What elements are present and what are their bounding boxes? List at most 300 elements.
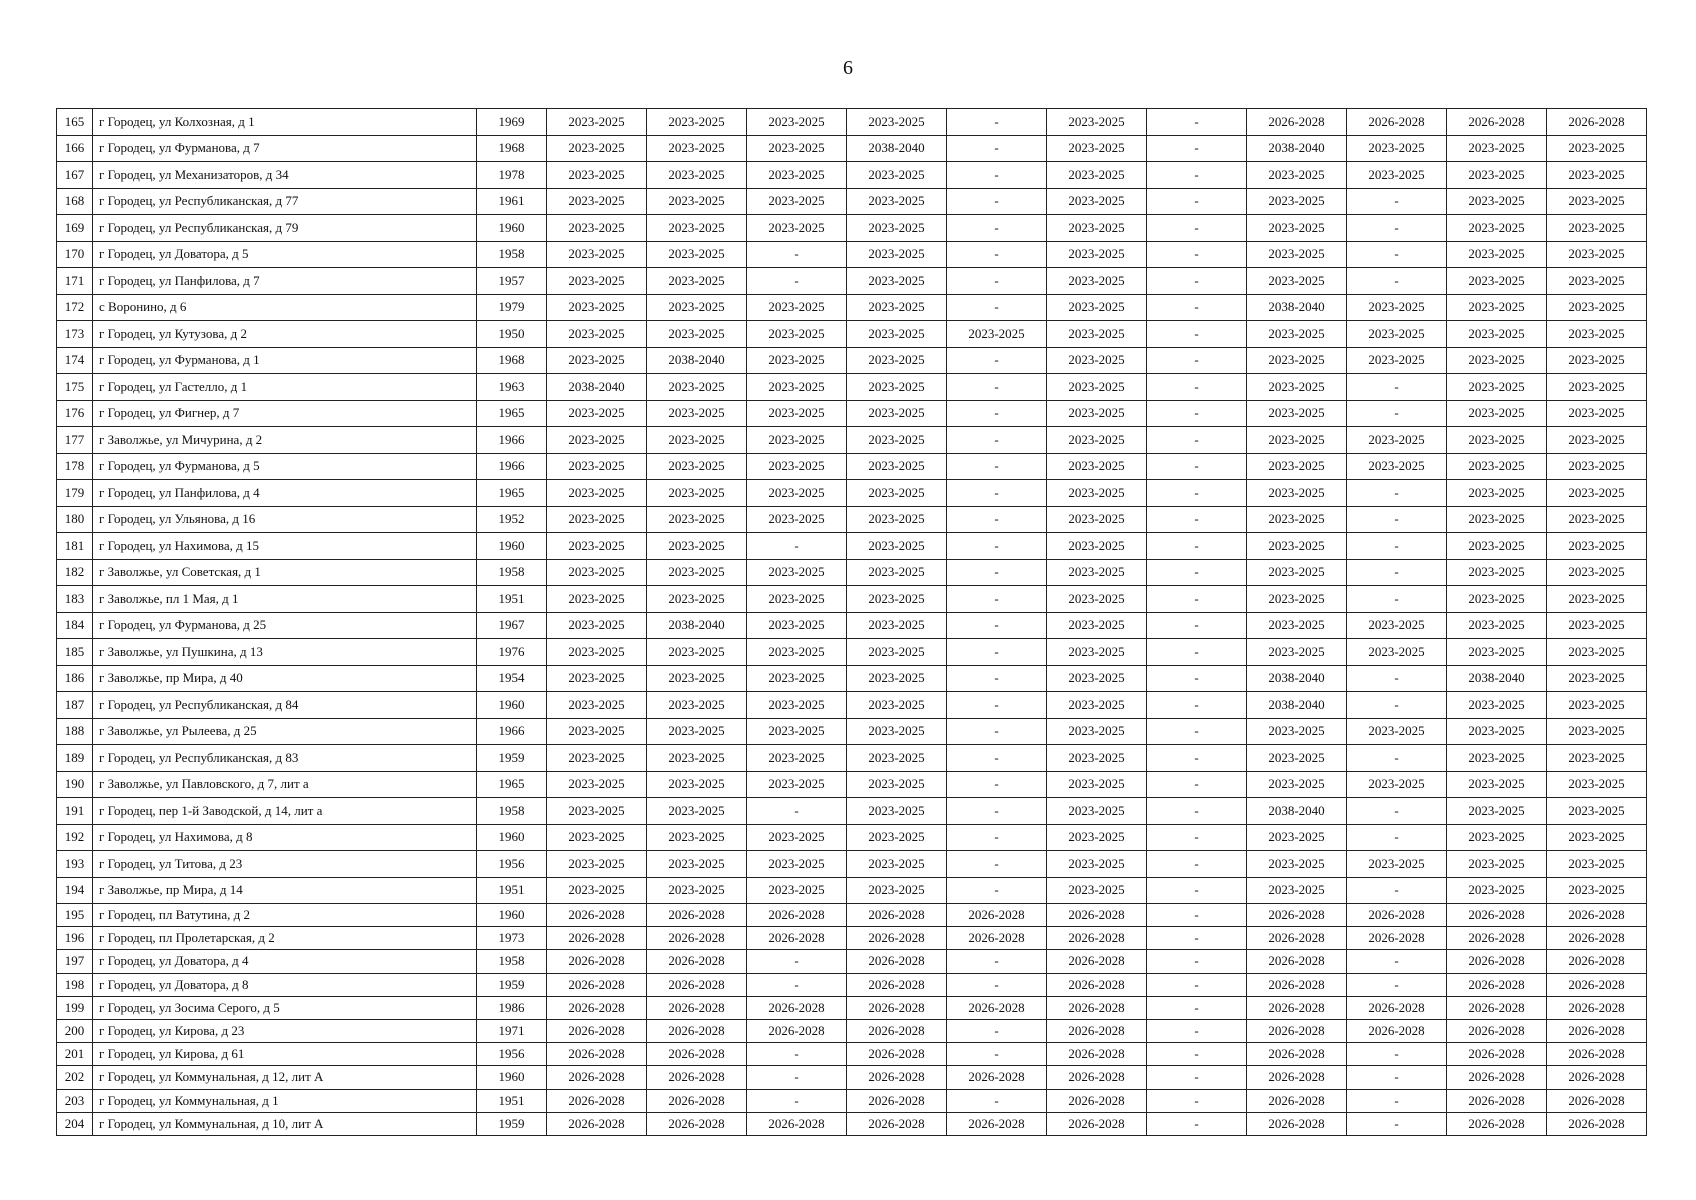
year-built-cell: 1960 — [477, 904, 547, 927]
table-row — [57, 400, 1647, 427]
period-cell-6: 2023-2025 — [1047, 268, 1147, 295]
period-cell-3: 2023-2025 — [747, 294, 847, 321]
period-cell-6: 2026-2028 — [1047, 996, 1147, 1019]
period-cell-7: - — [1147, 1019, 1247, 1042]
row-number-cell: 184 — [57, 612, 93, 639]
row-number-cell: 185 — [57, 639, 93, 666]
period-cell-9: - — [1347, 241, 1447, 268]
row-number-cell: 197 — [57, 950, 93, 973]
period-cell-6: 2023-2025 — [1047, 135, 1147, 162]
address-cell: г Городец, ул Титова, д 23 — [93, 851, 477, 878]
period-cell-4: 2023-2025 — [847, 321, 947, 348]
period-cell-3: 2023-2025 — [747, 453, 847, 480]
year-built-cell: 1961 — [477, 188, 547, 215]
row-number-cell: 188 — [57, 718, 93, 745]
period-cell-7: - — [1147, 927, 1247, 950]
period-cell-8: 2026-2028 — [1247, 1066, 1347, 1089]
table-row — [57, 851, 1647, 878]
period-cell-2: 2026-2028 — [647, 1112, 747, 1135]
period-cell-2: 2023-2025 — [647, 241, 747, 268]
period-cell-10: 2023-2025 — [1447, 612, 1547, 639]
period-cell-10: 2026-2028 — [1447, 973, 1547, 996]
row-number-cell: 203 — [57, 1089, 93, 1112]
period-cell-2: 2023-2025 — [647, 851, 747, 878]
table-row — [57, 374, 1647, 401]
period-cell-3: 2023-2025 — [747, 718, 847, 745]
period-cell-7: - — [1147, 188, 1247, 215]
period-cell-5: - — [947, 1019, 1047, 1042]
period-cell-3: 2026-2028 — [747, 1112, 847, 1135]
period-cell-8: 2023-2025 — [1247, 162, 1347, 189]
period-cell-7: - — [1147, 996, 1247, 1019]
table-row — [57, 162, 1647, 189]
period-cell-6: 2023-2025 — [1047, 374, 1147, 401]
period-cell-8: 2023-2025 — [1247, 268, 1347, 295]
period-cell-9: - — [1347, 268, 1447, 295]
address-cell: г Городец, ул Панфилова, д 7 — [93, 268, 477, 295]
period-cell-4: 2026-2028 — [847, 927, 947, 950]
table-row — [57, 639, 1647, 666]
period-cell-6: 2023-2025 — [1047, 347, 1147, 374]
period-cell-6: 2023-2025 — [1047, 241, 1147, 268]
period-cell-8: 2038-2040 — [1247, 294, 1347, 321]
period-cell-2: 2023-2025 — [647, 109, 747, 136]
period-cell-8: 2023-2025 — [1247, 824, 1347, 851]
table-row — [57, 1089, 1647, 1112]
table-row — [57, 612, 1647, 639]
row-number-cell: 177 — [57, 427, 93, 454]
address-cell: г Заволжье, ул Мичурина, д 2 — [93, 427, 477, 454]
period-cell-2: 2023-2025 — [647, 665, 747, 692]
year-built-cell: 1957 — [477, 268, 547, 295]
period-cell-4: 2023-2025 — [847, 109, 947, 136]
row-number-cell: 189 — [57, 745, 93, 772]
period-cell-5: - — [947, 480, 1047, 507]
period-cell-8: 2023-2025 — [1247, 533, 1347, 560]
period-cell-4: 2023-2025 — [847, 480, 947, 507]
period-cell-11: 2023-2025 — [1547, 745, 1647, 772]
period-cell-2: 2023-2025 — [647, 745, 747, 772]
period-cell-5: 2026-2028 — [947, 904, 1047, 927]
year-built-cell: 1958 — [477, 241, 547, 268]
period-cell-8: 2038-2040 — [1247, 665, 1347, 692]
table-row — [57, 718, 1647, 745]
address-cell: г Городец, ул Фигнер, д 7 — [93, 400, 477, 427]
period-cell-3: 2023-2025 — [747, 586, 847, 613]
period-cell-8: 2026-2028 — [1247, 996, 1347, 1019]
period-cell-10: 2023-2025 — [1447, 374, 1547, 401]
address-cell: г Городец, ул Кутузова, д 2 — [93, 321, 477, 348]
period-cell-5: - — [947, 215, 1047, 242]
period-cell-3: 2023-2025 — [747, 665, 847, 692]
period-cell-4: 2026-2028 — [847, 1019, 947, 1042]
period-cell-5: 2026-2028 — [947, 927, 1047, 950]
period-cell-1: 2023-2025 — [547, 400, 647, 427]
period-cell-8: 2023-2025 — [1247, 745, 1347, 772]
period-cell-3: - — [747, 268, 847, 295]
row-number-cell: 186 — [57, 665, 93, 692]
period-cell-8: 2023-2025 — [1247, 612, 1347, 639]
table-row — [57, 1019, 1647, 1042]
period-cell-11: 2026-2028 — [1547, 996, 1647, 1019]
period-cell-6: 2023-2025 — [1047, 559, 1147, 586]
address-cell: г Городец, ул Коммунальная, д 12, лит А — [93, 1066, 477, 1089]
period-cell-1: 2023-2025 — [547, 745, 647, 772]
period-cell-5: - — [947, 798, 1047, 825]
period-cell-6: 2023-2025 — [1047, 824, 1147, 851]
period-cell-9: 2023-2025 — [1347, 427, 1447, 454]
period-cell-11: 2023-2025 — [1547, 268, 1647, 295]
period-cell-11: 2026-2028 — [1547, 109, 1647, 136]
period-cell-7: - — [1147, 904, 1247, 927]
period-cell-5: - — [947, 374, 1047, 401]
period-cell-1: 2026-2028 — [547, 973, 647, 996]
period-cell-4: 2023-2025 — [847, 506, 947, 533]
address-cell: г Городец, ул Зосима Серого, д 5 — [93, 996, 477, 1019]
year-built-cell: 1966 — [477, 427, 547, 454]
period-cell-8: 2023-2025 — [1247, 718, 1347, 745]
table-row — [57, 824, 1647, 851]
period-cell-3: 2026-2028 — [747, 927, 847, 950]
row-number-cell: 180 — [57, 506, 93, 533]
period-cell-5: - — [947, 453, 1047, 480]
row-number-cell: 166 — [57, 135, 93, 162]
table-row — [57, 973, 1647, 996]
period-cell-9: - — [1347, 1089, 1447, 1112]
year-built-cell: 1971 — [477, 1019, 547, 1042]
period-cell-11: 2026-2028 — [1547, 1089, 1647, 1112]
year-built-cell: 1959 — [477, 745, 547, 772]
row-number-cell: 178 — [57, 453, 93, 480]
row-number-cell: 168 — [57, 188, 93, 215]
year-built-cell: 1951 — [477, 877, 547, 904]
period-cell-5: - — [947, 533, 1047, 560]
period-cell-8: 2038-2040 — [1247, 692, 1347, 719]
table-row — [57, 950, 1647, 973]
period-cell-10: 2023-2025 — [1447, 135, 1547, 162]
period-cell-4: 2023-2025 — [847, 718, 947, 745]
table-row — [57, 771, 1647, 798]
period-cell-11: 2023-2025 — [1547, 506, 1647, 533]
period-cell-7: - — [1147, 1112, 1247, 1135]
period-cell-6: 2023-2025 — [1047, 877, 1147, 904]
period-cell-1: 2038-2040 — [547, 374, 647, 401]
period-cell-8: 2026-2028 — [1247, 1112, 1347, 1135]
year-built-cell: 1967 — [477, 612, 547, 639]
row-number-cell: 194 — [57, 877, 93, 904]
table-row — [57, 996, 1647, 1019]
table-body — [57, 109, 1647, 1136]
period-cell-3: 2023-2025 — [747, 135, 847, 162]
period-cell-10: 2023-2025 — [1447, 268, 1547, 295]
period-cell-8: 2023-2025 — [1247, 241, 1347, 268]
period-cell-7: - — [1147, 506, 1247, 533]
period-cell-4: 2023-2025 — [847, 162, 947, 189]
year-built-cell: 1979 — [477, 294, 547, 321]
period-cell-2: 2038-2040 — [647, 347, 747, 374]
period-cell-9: - — [1347, 692, 1447, 719]
period-cell-11: 2023-2025 — [1547, 241, 1647, 268]
address-cell: г Городец, ул Кирова, д 61 — [93, 1043, 477, 1066]
period-cell-8: 2026-2028 — [1247, 904, 1347, 927]
period-cell-5: 2023-2025 — [947, 321, 1047, 348]
row-number-cell: 192 — [57, 824, 93, 851]
period-cell-10: 2023-2025 — [1447, 162, 1547, 189]
period-cell-3: 2026-2028 — [747, 904, 847, 927]
period-cell-9: 2023-2025 — [1347, 612, 1447, 639]
period-cell-11: 2023-2025 — [1547, 347, 1647, 374]
period-cell-4: 2023-2025 — [847, 374, 947, 401]
period-cell-10: 2023-2025 — [1447, 427, 1547, 454]
period-cell-6: 2023-2025 — [1047, 294, 1147, 321]
period-cell-6: 2023-2025 — [1047, 851, 1147, 878]
period-cell-3: - — [747, 973, 847, 996]
period-cell-5: - — [947, 347, 1047, 374]
period-cell-3: 2023-2025 — [747, 506, 847, 533]
period-cell-4: 2023-2025 — [847, 188, 947, 215]
year-built-cell: 1951 — [477, 586, 547, 613]
period-cell-3: 2026-2028 — [747, 996, 847, 1019]
period-cell-4: 2026-2028 — [847, 973, 947, 996]
period-cell-5: - — [947, 851, 1047, 878]
page-number: 6 — [843, 57, 853, 79]
period-cell-6: 2026-2028 — [1047, 1066, 1147, 1089]
address-cell: г Городец, ул Республиканская, д 79 — [93, 215, 477, 242]
year-built-cell: 1958 — [477, 798, 547, 825]
period-cell-5: - — [947, 665, 1047, 692]
period-cell-6: 2023-2025 — [1047, 400, 1147, 427]
repair-schedule-table — [56, 108, 1647, 1136]
period-cell-6: 2023-2025 — [1047, 480, 1147, 507]
period-cell-6: 2026-2028 — [1047, 927, 1147, 950]
period-cell-11: 2026-2028 — [1547, 973, 1647, 996]
period-cell-7: - — [1147, 718, 1247, 745]
period-cell-1: 2023-2025 — [547, 135, 647, 162]
year-built-cell: 1959 — [477, 1112, 547, 1135]
row-number-cell: 191 — [57, 798, 93, 825]
period-cell-3: 2023-2025 — [747, 639, 847, 666]
year-built-cell: 1965 — [477, 400, 547, 427]
period-cell-11: 2023-2025 — [1547, 665, 1647, 692]
year-built-cell: 1954 — [477, 665, 547, 692]
period-cell-3: 2023-2025 — [747, 851, 847, 878]
period-cell-10: 2026-2028 — [1447, 1112, 1547, 1135]
period-cell-2: 2023-2025 — [647, 188, 747, 215]
year-built-cell: 1956 — [477, 851, 547, 878]
period-cell-4: 2023-2025 — [847, 851, 947, 878]
period-cell-5: - — [947, 506, 1047, 533]
period-cell-6: 2023-2025 — [1047, 453, 1147, 480]
period-cell-3: 2023-2025 — [747, 427, 847, 454]
period-cell-4: 2023-2025 — [847, 559, 947, 586]
period-cell-9: - — [1347, 824, 1447, 851]
period-cell-6: 2023-2025 — [1047, 718, 1147, 745]
period-cell-6: 2026-2028 — [1047, 904, 1147, 927]
address-cell: г Городец, пер 1-й Заводской, д 14, лит а — [93, 798, 477, 825]
period-cell-8: 2023-2025 — [1247, 559, 1347, 586]
period-cell-1: 2023-2025 — [547, 639, 647, 666]
period-cell-7: - — [1147, 347, 1247, 374]
period-cell-7: - — [1147, 692, 1247, 719]
period-cell-5: - — [947, 188, 1047, 215]
period-cell-8: 2023-2025 — [1247, 215, 1347, 242]
period-cell-1: 2026-2028 — [547, 1089, 647, 1112]
period-cell-11: 2023-2025 — [1547, 400, 1647, 427]
period-cell-8: 2023-2025 — [1247, 506, 1347, 533]
period-cell-6: 2023-2025 — [1047, 533, 1147, 560]
row-number-cell: 187 — [57, 692, 93, 719]
period-cell-9: - — [1347, 1112, 1447, 1135]
table-row — [57, 480, 1647, 507]
period-cell-8: 2026-2028 — [1247, 109, 1347, 136]
period-cell-8: 2023-2025 — [1247, 771, 1347, 798]
period-cell-11: 2023-2025 — [1547, 294, 1647, 321]
period-cell-9: - — [1347, 877, 1447, 904]
period-cell-10: 2023-2025 — [1447, 559, 1547, 586]
period-cell-1: 2023-2025 — [547, 321, 647, 348]
row-number-cell: 199 — [57, 996, 93, 1019]
address-cell: г Городец, ул Панфилова, д 4 — [93, 480, 477, 507]
period-cell-5: - — [947, 268, 1047, 295]
address-cell: г Городец, ул Фурманова, д 25 — [93, 612, 477, 639]
period-cell-5: - — [947, 612, 1047, 639]
period-cell-7: - — [1147, 1089, 1247, 1112]
period-cell-10: 2023-2025 — [1447, 294, 1547, 321]
period-cell-1: 2023-2025 — [547, 268, 647, 295]
period-cell-3: - — [747, 1043, 847, 1066]
period-cell-3: 2023-2025 — [747, 692, 847, 719]
period-cell-3: - — [747, 950, 847, 973]
period-cell-9: 2026-2028 — [1347, 109, 1447, 136]
period-cell-11: 2023-2025 — [1547, 824, 1647, 851]
period-cell-2: 2023-2025 — [647, 162, 747, 189]
period-cell-9: 2023-2025 — [1347, 321, 1447, 348]
row-number-cell: 179 — [57, 480, 93, 507]
period-cell-2: 2023-2025 — [647, 506, 747, 533]
period-cell-2: 2023-2025 — [647, 771, 747, 798]
period-cell-2: 2023-2025 — [647, 824, 747, 851]
period-cell-2: 2023-2025 — [647, 321, 747, 348]
period-cell-8: 2023-2025 — [1247, 480, 1347, 507]
period-cell-5: - — [947, 718, 1047, 745]
year-built-cell: 1958 — [477, 559, 547, 586]
period-cell-3: 2023-2025 — [747, 745, 847, 772]
table-row — [57, 692, 1647, 719]
period-cell-7: - — [1147, 268, 1247, 295]
period-cell-2: 2023-2025 — [647, 559, 747, 586]
period-cell-7: - — [1147, 877, 1247, 904]
period-cell-5: - — [947, 400, 1047, 427]
table-row — [57, 1066, 1647, 1089]
period-cell-5: 2026-2028 — [947, 996, 1047, 1019]
period-cell-1: 2023-2025 — [547, 188, 647, 215]
period-cell-6: 2023-2025 — [1047, 639, 1147, 666]
period-cell-2: 2023-2025 — [647, 586, 747, 613]
period-cell-9: - — [1347, 745, 1447, 772]
period-cell-10: 2023-2025 — [1447, 480, 1547, 507]
period-cell-1: 2023-2025 — [547, 771, 647, 798]
address-cell: г Заволжье, пл 1 Мая, д 1 — [93, 586, 477, 613]
period-cell-9: 2023-2025 — [1347, 718, 1447, 745]
period-cell-11: 2023-2025 — [1547, 135, 1647, 162]
period-cell-5: - — [947, 824, 1047, 851]
period-cell-5: 2026-2028 — [947, 1066, 1047, 1089]
year-built-cell: 1966 — [477, 453, 547, 480]
period-cell-8: 2026-2028 — [1247, 1043, 1347, 1066]
period-cell-10: 2023-2025 — [1447, 453, 1547, 480]
period-cell-1: 2023-2025 — [547, 665, 647, 692]
table-row — [57, 586, 1647, 613]
period-cell-1: 2026-2028 — [547, 996, 647, 1019]
year-built-cell: 1951 — [477, 1089, 547, 1112]
period-cell-1: 2023-2025 — [547, 506, 647, 533]
period-cell-7: - — [1147, 135, 1247, 162]
period-cell-4: 2023-2025 — [847, 400, 947, 427]
period-cell-8: 2038-2040 — [1247, 135, 1347, 162]
table-row — [57, 453, 1647, 480]
period-cell-9: 2026-2028 — [1347, 1019, 1447, 1042]
table-row — [57, 665, 1647, 692]
address-cell: г Городец, пл Пролетарская, д 2 — [93, 927, 477, 950]
address-cell: г Городец, ул Республиканская, д 83 — [93, 745, 477, 772]
period-cell-2: 2023-2025 — [647, 533, 747, 560]
period-cell-1: 2026-2028 — [547, 904, 647, 927]
table-row — [57, 294, 1647, 321]
period-cell-10: 2023-2025 — [1447, 321, 1547, 348]
period-cell-9: - — [1347, 586, 1447, 613]
row-number-cell: 176 — [57, 400, 93, 427]
table-row — [57, 109, 1647, 136]
period-cell-1: 2023-2025 — [547, 480, 647, 507]
period-cell-11: 2023-2025 — [1547, 612, 1647, 639]
period-cell-5: - — [947, 973, 1047, 996]
period-cell-3: 2026-2028 — [747, 1019, 847, 1042]
period-cell-4: 2023-2025 — [847, 639, 947, 666]
period-cell-3: 2023-2025 — [747, 162, 847, 189]
address-cell: г Городец, ул Фурманова, д 1 — [93, 347, 477, 374]
period-cell-10: 2026-2028 — [1447, 1066, 1547, 1089]
period-cell-11: 2023-2025 — [1547, 639, 1647, 666]
period-cell-9: - — [1347, 506, 1447, 533]
period-cell-2: 2026-2028 — [647, 904, 747, 927]
period-cell-10: 2023-2025 — [1447, 639, 1547, 666]
period-cell-10: 2023-2025 — [1447, 692, 1547, 719]
period-cell-4: 2023-2025 — [847, 612, 947, 639]
year-built-cell: 1973 — [477, 927, 547, 950]
row-number-cell: 167 — [57, 162, 93, 189]
period-cell-3: 2023-2025 — [747, 374, 847, 401]
table-row — [57, 927, 1647, 950]
period-cell-6: 2023-2025 — [1047, 188, 1147, 215]
table-row — [57, 188, 1647, 215]
period-cell-11: 2026-2028 — [1547, 927, 1647, 950]
period-cell-4: 2023-2025 — [847, 824, 947, 851]
period-cell-2: 2023-2025 — [647, 639, 747, 666]
period-cell-8: 2026-2028 — [1247, 950, 1347, 973]
period-cell-11: 2023-2025 — [1547, 453, 1647, 480]
row-number-cell: 204 — [57, 1112, 93, 1135]
period-cell-1: 2023-2025 — [547, 586, 647, 613]
period-cell-6: 2023-2025 — [1047, 612, 1147, 639]
period-cell-2: 2026-2028 — [647, 950, 747, 973]
period-cell-9: - — [1347, 665, 1447, 692]
period-cell-7: - — [1147, 294, 1247, 321]
table-row — [57, 1043, 1647, 1066]
period-cell-10: 2026-2028 — [1447, 1043, 1547, 1066]
period-cell-2: 2023-2025 — [647, 268, 747, 295]
period-cell-11: 2023-2025 — [1547, 480, 1647, 507]
period-cell-10: 2023-2025 — [1447, 771, 1547, 798]
